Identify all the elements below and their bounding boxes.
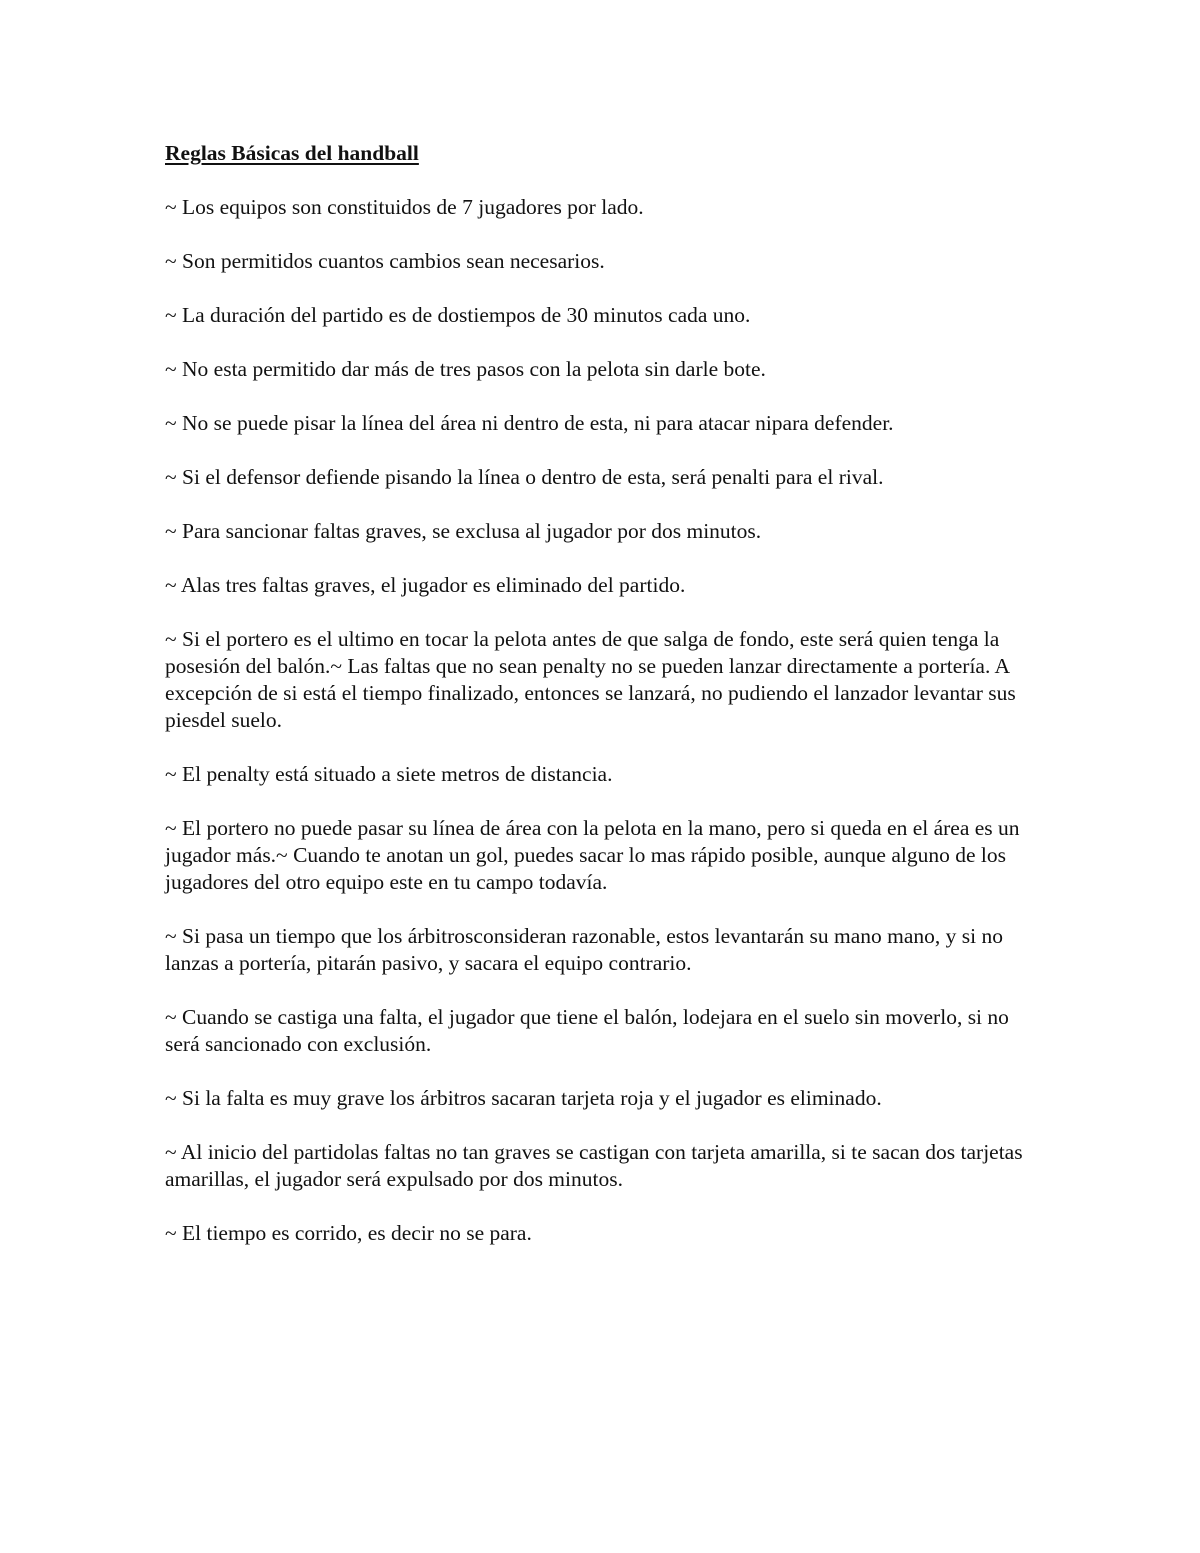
rule-paragraph: ~ Los equipos son constituidos de 7 jugadores por lado.: [165, 195, 644, 219]
rule-paragraph: ~ El tiempo es corrido, es decir no se para.: [165, 1221, 532, 1245]
rule-paragraph: ~ Son permitidos cuantos cambios sean necesarios.: [165, 249, 605, 273]
rule-paragraph: ~ El portero no puede pasar su línea de área con la pelota en la mano, pero si queda en el área es un jugador más.~ Cuando te anotan un gol, puedes sacar lo mas rápido posible, aunque alguno de los jugadores del otro equipo este en tu campo todavía.: [165, 816, 1020, 894]
rule-paragraph: ~ No se puede pisar la línea del área ni dentro de esta, ni para atacar nipara defender.: [165, 411, 894, 435]
rule-paragraph: ~ El penalty está situado a siete metros de distancia.: [165, 762, 613, 786]
rule-paragraph: ~ Al inicio del partidolas faltas no tan graves se castigan con tarjeta amarilla, si te sacan dos tarjetas amarillas, el jugador será expulsado por dos minutos.: [165, 1140, 1023, 1191]
rule-paragraph: ~ Cuando se castiga una falta, el jugador que tiene el balón, lodejara en el suelo sin moverlo, si no será sancionado con exclusión.: [165, 1005, 1009, 1056]
rule-paragraph: ~ La duración del partido es de dostiempos de 30 minutos cada uno.: [165, 303, 751, 327]
rule-paragraph: ~ Alas tres faltas graves, el jugador es eliminado del partido.: [165, 573, 686, 597]
rule-paragraph: ~ No esta permitido dar más de tres pasos con la pelota sin darle bote.: [165, 357, 766, 381]
rule-paragraph: ~ Si pasa un tiempo que los árbitrosconsideran razonable, estos levantarán su mano mano, y si no lanzas a portería, pitarán pasivo, y sacara el equipo contrario.: [165, 924, 1003, 975]
rule-paragraph: ~ Si el portero es el ultimo en tocar la pelota antes de que salga de fondo, este será quien tenga la posesión del balón.~ Las faltas que no sean penalty no se pueden lanzar directamente a portería. A excepción de si está el tiempo finalizado, entonces se lanzará, no pudiendo el lanzador levantar sus piesdel suelo.: [165, 627, 1016, 732]
rule-paragraph: ~ Para sancionar faltas graves, se exclusa al jugador por dos minutos.: [165, 519, 762, 543]
document-title: Reglas Básicas del handball: [165, 141, 419, 165]
document-body: [165, 140, 1045, 1274]
rule-paragraph: ~ Si la falta es muy grave los árbitros sacaran tarjeta roja y el jugador es eliminado.: [165, 1086, 882, 1110]
rule-paragraph: ~ Si el defensor defiende pisando la línea o dentro de esta, será penalti para el rival.: [165, 465, 884, 489]
